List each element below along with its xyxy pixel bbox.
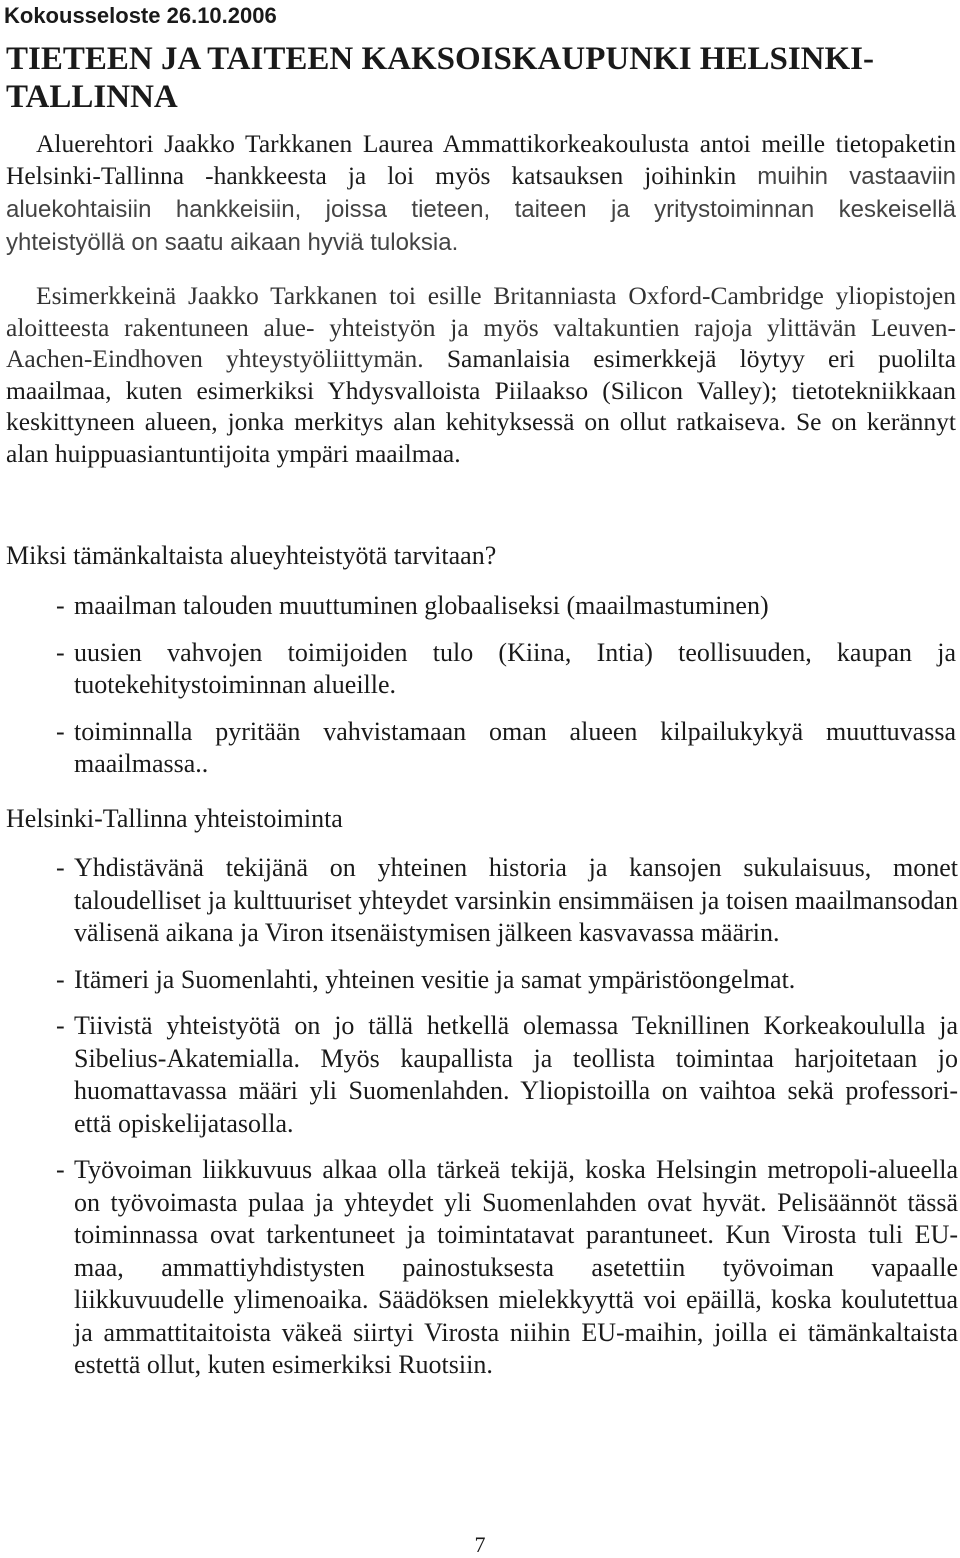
- intro-text-part2: muihin vastaaviin aluekohtaisiin hankkeisiin, joissa tieteen, taiteen ja yritystoiminnan keskeisellä yhteistyöllä on saatu aikaan hyviä tuloksia.: [6, 163, 956, 256]
- list-item: [56, 637, 956, 702]
- list-item-text: Työvoiman liikkuvuus alkaa olla tärkeä tekijä, koska Helsingin metropoli-alueella on työvoimasta pulaa ja yhteydet yli Suomenlahden ovat hyvät. Pelisäännöt tässä toiminnassa ovat tarkentuneet ja toimintatavat parantuneet. Kun Virosta tuli EU-maa, ammattiyhdistysten painostuksesta asetettiin työvoiman vapaalle liikkuvuudelle ylimenoaika. Säädöksen mielekkyyttä voi epäillä, koska koulutettua ja ammattitaitoista väkeä siirtyi Virosta niihin EU-maihin, joilla ei tämänkaltaista estettä ollut, kuten esimerkiksi Ruotsiin.: [74, 1155, 958, 1379]
- page-number: 7: [474, 1532, 486, 1557]
- list-item: [56, 1154, 958, 1382]
- meeting-minutes-date: Kokousseloste 26.10.2006: [4, 3, 277, 28]
- list-item-text: Tiivistä yhteistyötä on jo tällä hetkellä olemassa Teknillinen Korkeakoululla ja Sibelius-Akatemialla. Myös kaupallista ja teollista toimintaa harjoitetaan jo huomattavassa määri yli Suomenlahden. Yliopistoilla on vaihtoa sekä professori- että opiskelijatasolla.: [74, 1011, 958, 1138]
- list-marker: -: [56, 1155, 65, 1184]
- list-item-text: Yhdistävänä tekijänä on yhteinen historia ja kansojen sukulaisuus, monet taloudelliset ja kulttuuriset yhteydet varsinkin ensimmäisen ja toisen maailmansodan välisenä aikana ja Viron itsenäistymisen jälkeen kasvavassa määrin.: [74, 853, 958, 947]
- list-marker: -: [56, 853, 65, 882]
- list-item: [56, 716, 956, 781]
- reasons-list: [56, 590, 956, 795]
- intro-text-part1: Aluerehtori Jaakko Tarkkanen Laurea Ammattikorkeakoulusta antoi meille tietopaketin Helsinki-Tallinna -hankkeesta ja loi myös katsauksen joihinkin: [6, 129, 956, 190]
- question-line: Miksi tämänkaltaista alueyhteistyötä tarvitaan?: [6, 541, 497, 570]
- list-marker: -: [56, 716, 65, 746]
- list-item-text: Itämeri ja Suomenlahti, yhteinen vesitie ja samat ympäristöongelmat.: [74, 964, 796, 994]
- section-heading: Helsinki-Tallinna yhteistoiminta: [6, 804, 343, 833]
- intro-paragraph: [6, 128, 956, 259]
- list-item: [56, 852, 958, 950]
- cooperation-list: [56, 852, 958, 1396]
- list-marker: -: [56, 964, 65, 994]
- list-marker: -: [56, 591, 65, 620]
- list-item-text: toiminnalla pyritään vahvistamaan oman alueen kilpailukykyä muuttuvassa maailmassa..: [74, 716, 956, 778]
- list-marker: -: [56, 637, 65, 667]
- page-title: TIETEEN JA TAITEEN KAKSOISKAUPUNKI HELSINKI-TALLINNA: [6, 41, 875, 115]
- list-item: [56, 964, 958, 997]
- list-item-text: maailman talouden muuttuminen globaaliseksi (maailmastuminen): [74, 591, 769, 620]
- examples-text-part2: Samanlaisia esimerkkejä löytyy eri puolilta maailmaa, kuten esimerkiksi Yhdysvalloista Piilaakso (Silicon Valley); tietotekniikkaan keskittyneen alueen, jonka merkitys alan kehityksessä on ollut ratkaiseva. Se on kerännyt alan huippuasiantuntijoita ympäri maailmaa.: [6, 344, 957, 468]
- list-item: [56, 590, 956, 623]
- examples-paragraph: [6, 280, 956, 469]
- list-item-text: uusien vahvojen toimijoiden tulo (Kiina, Intia) teollisuuden, kaupan ja tuotekehitystoiminnan alueille.: [74, 637, 956, 699]
- list-item: [56, 1010, 958, 1140]
- examples-text-part1: Esimerkkeinä Jaakko Tarkkanen toi esille Britanniasta Oxford-Cambridge yliopistojen aloitteesta rakentuneen alue- yhteistyön ja myös valtakuntien rajoja ylittävän Leuven-Aachen-Eindhoven yhteystyöliittymän.: [6, 281, 956, 373]
- list-marker: -: [56, 1011, 65, 1040]
